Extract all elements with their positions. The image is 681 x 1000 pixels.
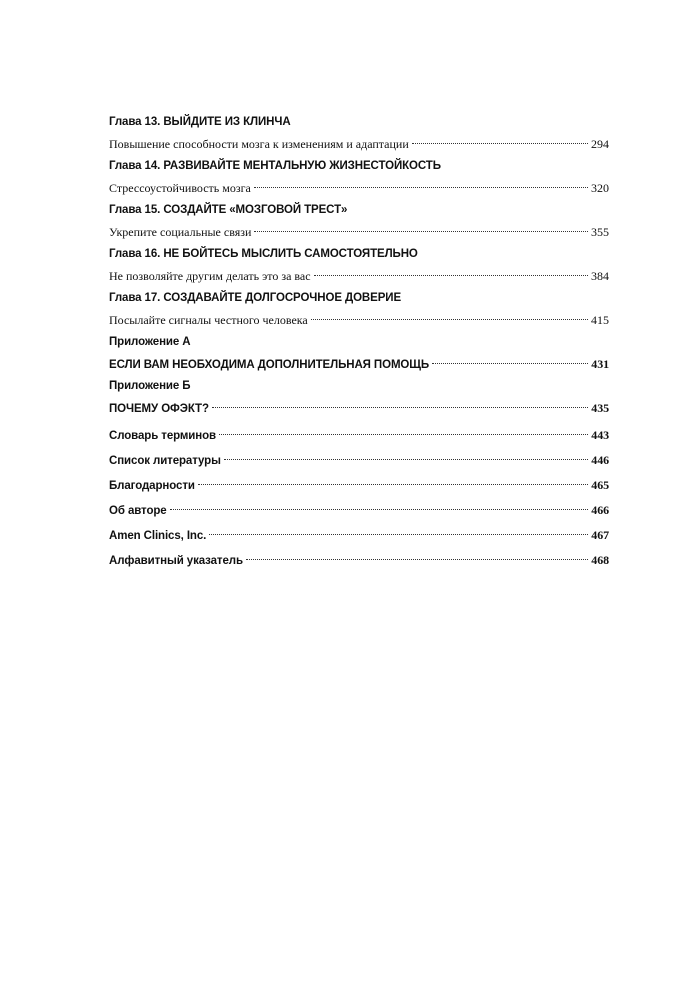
dot-leader [432, 351, 588, 368]
entry-title: Amen Clinics, Inc. [109, 530, 207, 542]
section-title: Повышение способности мозга к изменениям и адаптации [109, 137, 409, 151]
toc-entry-appendix-b [109, 378, 609, 415]
toc-line [109, 263, 609, 283]
dot-leader [254, 219, 588, 236]
toc-entry-chapter-17 [109, 290, 609, 327]
toc-line [109, 395, 609, 415]
toc-entry-index [109, 547, 609, 567]
entry-title: Об авторе [109, 505, 167, 517]
toc-entry-appendix-a [109, 334, 609, 371]
dot-leader [311, 307, 588, 324]
toc-entry-about-author [109, 497, 609, 517]
toc-line [109, 447, 609, 467]
appendix-title: ПОЧЕМУ ОФЭКТ? [109, 403, 209, 415]
page-number: 431 [591, 357, 609, 371]
dot-leader [224, 447, 588, 464]
section-title: Не позволяйте другим делать это за вас [109, 269, 311, 283]
chapter-heading: Глава 13. ВЫЙДИТЕ ИЗ КЛИНЧА [109, 116, 291, 128]
page-number: 443 [591, 428, 609, 442]
toc-line [109, 422, 609, 442]
toc-entry-chapter-14 [109, 158, 609, 195]
chapter-heading: Глава 17. СОЗДАВАЙТЕ ДОЛГОСРОЧНОЕ ДОВЕРИЕ [109, 292, 402, 304]
dot-leader [412, 131, 588, 148]
page-number: 384 [591, 269, 609, 283]
chapter-heading: Глава 16. НЕ БОЙТЕСЬ МЫСЛИТЬ САМОСТОЯТЕЛЬНО [109, 248, 418, 260]
appendix-heading: Приложение Б [109, 380, 191, 392]
toc-line [109, 472, 609, 492]
table-of-contents [109, 114, 609, 572]
chapter-heading: Глава 14. РАЗВИВАЙТЕ МЕНТАЛЬНУЮ ЖИЗНЕСТОЙКОСТЬ [109, 160, 441, 172]
toc-entry-chapter-15 [109, 202, 609, 239]
page-number: 415 [591, 313, 609, 327]
toc-line [109, 175, 609, 195]
section-title: Укрепите социальные связи [109, 225, 252, 239]
appendix-title: ЕСЛИ ВАМ НЕОБХОДИМА ДОПОЛНИТЕЛЬНАЯ ПОМОЩЬ [109, 359, 430, 371]
toc-entry-acknowledgements [109, 472, 609, 492]
page-number: 294 [591, 137, 609, 151]
dot-leader [198, 472, 588, 489]
toc-entry-chapter-16 [109, 246, 609, 283]
toc-line [109, 351, 609, 371]
appendix-heading: Приложение А [109, 336, 191, 348]
page-number: 466 [591, 503, 609, 517]
toc-line [109, 307, 609, 327]
dot-leader [254, 175, 588, 192]
page-number: 467 [591, 528, 609, 542]
chapter-heading: Глава 15. СОЗДАЙТЕ «МОЗГОВОЙ ТРЕСТ» [109, 204, 348, 216]
entry-title: Благодарности [109, 480, 195, 492]
entry-title: Словарь терминов [109, 430, 217, 442]
dot-leader [314, 263, 588, 280]
toc-entry-chapter-13 [109, 114, 609, 151]
toc-line [109, 547, 609, 567]
section-title: Посылайте сигналы честного человека [109, 313, 308, 327]
dot-leader [219, 422, 588, 439]
dot-leader [246, 547, 588, 564]
section-title: Стрессоустойчивость мозга [109, 181, 251, 195]
page-number: 468 [591, 553, 609, 567]
page-number: 435 [591, 401, 609, 415]
toc-line [109, 497, 609, 517]
toc-entry-amen-clinics [109, 522, 609, 542]
page-number: 320 [591, 181, 609, 195]
dot-leader [212, 395, 588, 412]
page-number: 446 [591, 453, 609, 467]
page-number: 465 [591, 478, 609, 492]
entry-title: Список литературы [109, 455, 221, 467]
page-number: 355 [591, 225, 609, 239]
dot-leader [170, 497, 589, 514]
toc-line [109, 219, 609, 239]
toc-line [109, 522, 609, 542]
toc-line [109, 131, 609, 151]
entry-title: Алфавитный указатель [109, 555, 243, 567]
toc-entry-glossary [109, 422, 609, 442]
toc-entry-references [109, 447, 609, 467]
dot-leader [209, 522, 588, 539]
